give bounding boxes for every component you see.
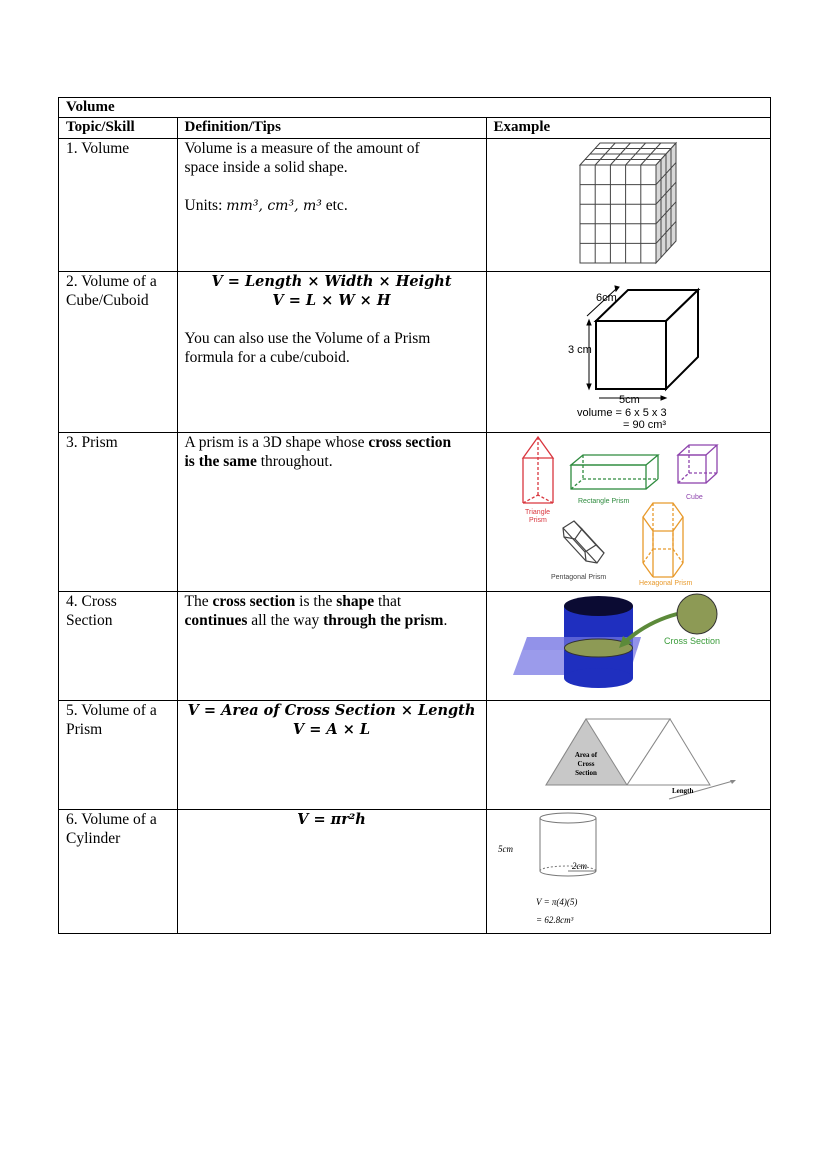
topic-label: Cylinder bbox=[66, 830, 121, 847]
topic-label: Cube/Cuboid bbox=[66, 292, 149, 309]
table-row bbox=[59, 433, 770, 592]
example-cell bbox=[486, 272, 770, 433]
definition-text bbox=[185, 433, 486, 471]
table-row bbox=[59, 592, 770, 701]
calc-line: = 90 cm³ bbox=[622, 419, 666, 431]
topic-label: 6. Volume of a bbox=[66, 811, 157, 828]
example-cell bbox=[486, 810, 770, 934]
formula bbox=[178, 810, 486, 829]
example-cell bbox=[486, 433, 770, 592]
example-cell bbox=[486, 139, 770, 272]
units-label: Units: bbox=[184, 197, 223, 214]
text-run-bold: shape bbox=[336, 593, 375, 610]
header-definition: Definition/Tips bbox=[177, 118, 486, 139]
cube-shape bbox=[678, 445, 717, 483]
triangular-prism-diagram bbox=[487, 701, 771, 810]
hexagonal-prism-shape bbox=[643, 503, 683, 577]
text-run-bold: cross section bbox=[212, 593, 296, 610]
definition-cell bbox=[177, 272, 486, 433]
tip-line: formula for a cube/cuboid. bbox=[184, 349, 350, 366]
text-run: The bbox=[184, 593, 213, 610]
formula-line: V = Area of Cross Section × Length bbox=[187, 702, 476, 719]
table-row bbox=[59, 701, 770, 810]
cross-section-label: Cross Section bbox=[663, 636, 720, 646]
calc-line: V = π(4)(5) bbox=[535, 897, 577, 907]
topic-label: 4. Cross bbox=[66, 593, 117, 610]
calc-line: = 62.8cm³ bbox=[535, 915, 573, 925]
header-row bbox=[59, 118, 770, 139]
units-line bbox=[185, 196, 486, 216]
topic-label: Prism bbox=[66, 721, 103, 738]
cylinder-diagram bbox=[487, 810, 771, 933]
text-run: all the way bbox=[247, 612, 324, 629]
definition-cell bbox=[177, 810, 486, 934]
definition-text bbox=[185, 592, 486, 630]
units-value: mm³, cm³, m³ bbox=[226, 198, 322, 214]
volume-sheet bbox=[58, 97, 771, 934]
definition-cell bbox=[177, 701, 486, 810]
volume-table bbox=[59, 118, 770, 933]
topic-label: 3. Prism bbox=[66, 434, 118, 451]
rectangle-prism-label: Rectangle Prism bbox=[577, 498, 629, 505]
radius-label: 2cm bbox=[571, 861, 587, 871]
area-label: Area of bbox=[574, 751, 597, 759]
topic-cell bbox=[59, 810, 177, 934]
topic-cell bbox=[59, 433, 177, 592]
table-row bbox=[59, 139, 770, 272]
table-row bbox=[59, 272, 770, 433]
text-run-bold: is the same bbox=[184, 453, 257, 470]
rectangle-prism-shape bbox=[571, 455, 658, 489]
cuboid-grid-diagram bbox=[487, 139, 771, 272]
header-topic: Topic/Skill bbox=[59, 118, 177, 139]
prisms-diagram bbox=[487, 433, 771, 592]
calc-line: volume = 6 x 5 x 3 bbox=[576, 407, 667, 419]
height-label: 3 cm bbox=[567, 344, 592, 356]
units-tail: etc. bbox=[325, 197, 348, 214]
text-run: . bbox=[443, 612, 448, 629]
topic-cell bbox=[59, 592, 177, 701]
topic-label: 1. Volume bbox=[66, 140, 130, 157]
topic-cell bbox=[59, 272, 177, 433]
definition-cell bbox=[177, 139, 486, 272]
text-run: is the bbox=[295, 593, 337, 610]
hexagonal-prism-label: Hexagonal Prism bbox=[638, 580, 692, 587]
topic-cell bbox=[59, 701, 177, 810]
formula-line: V = πr²h bbox=[297, 811, 366, 828]
text-run: throughout. bbox=[256, 453, 333, 470]
formula bbox=[178, 272, 486, 310]
text-run: A prism is a 3D shape whose bbox=[184, 434, 369, 451]
cube-label: Cube bbox=[685, 494, 703, 501]
topic-label: Section bbox=[66, 612, 113, 629]
header-example: Example bbox=[486, 118, 770, 139]
pentagonal-prism-shape bbox=[563, 521, 604, 563]
example-cell bbox=[486, 701, 770, 810]
topic-label: 2. Volume of a bbox=[66, 273, 157, 290]
pentagonal-prism-label: Pentagonal Prism bbox=[550, 574, 606, 581]
formula-line: V = Length × Width × Height bbox=[211, 273, 452, 290]
length-label: 5cm bbox=[618, 394, 640, 406]
text-run: that bbox=[374, 593, 402, 610]
triangle-prism-label: Prism bbox=[528, 517, 547, 524]
cuboid-diagram bbox=[487, 272, 771, 433]
area-label: Cross bbox=[577, 760, 594, 768]
text-run-bold: continues bbox=[184, 612, 248, 629]
height-label: 5cm bbox=[497, 844, 513, 854]
formula-line: V = A × L bbox=[292, 721, 371, 738]
topic-label: 5. Volume of a bbox=[66, 702, 157, 719]
triangle-prism-shape bbox=[523, 437, 553, 503]
example-cell bbox=[486, 592, 770, 701]
triangle-prism-label: Triangle bbox=[524, 509, 550, 516]
formula-line: V = L × W × H bbox=[272, 292, 391, 309]
width-label: 6cm bbox=[595, 292, 617, 304]
tip-line: You can also use the Volume of a Prism bbox=[184, 330, 431, 347]
definition-line: space inside a solid shape. bbox=[184, 159, 348, 176]
text-run-bold: through the prism bbox=[323, 612, 444, 629]
sheet-title: Volume bbox=[59, 98, 770, 118]
cross-section-diagram bbox=[487, 592, 771, 701]
length-label: Length bbox=[671, 787, 693, 795]
formula bbox=[178, 701, 486, 739]
area-label: Section bbox=[574, 769, 597, 777]
table-row bbox=[59, 810, 770, 934]
definition-line: Volume is a measure of the amount of bbox=[184, 140, 420, 157]
topic-cell bbox=[59, 139, 177, 272]
text-run-bold: cross section bbox=[368, 434, 452, 451]
definition-cell bbox=[177, 433, 486, 592]
definition-cell bbox=[177, 592, 486, 701]
